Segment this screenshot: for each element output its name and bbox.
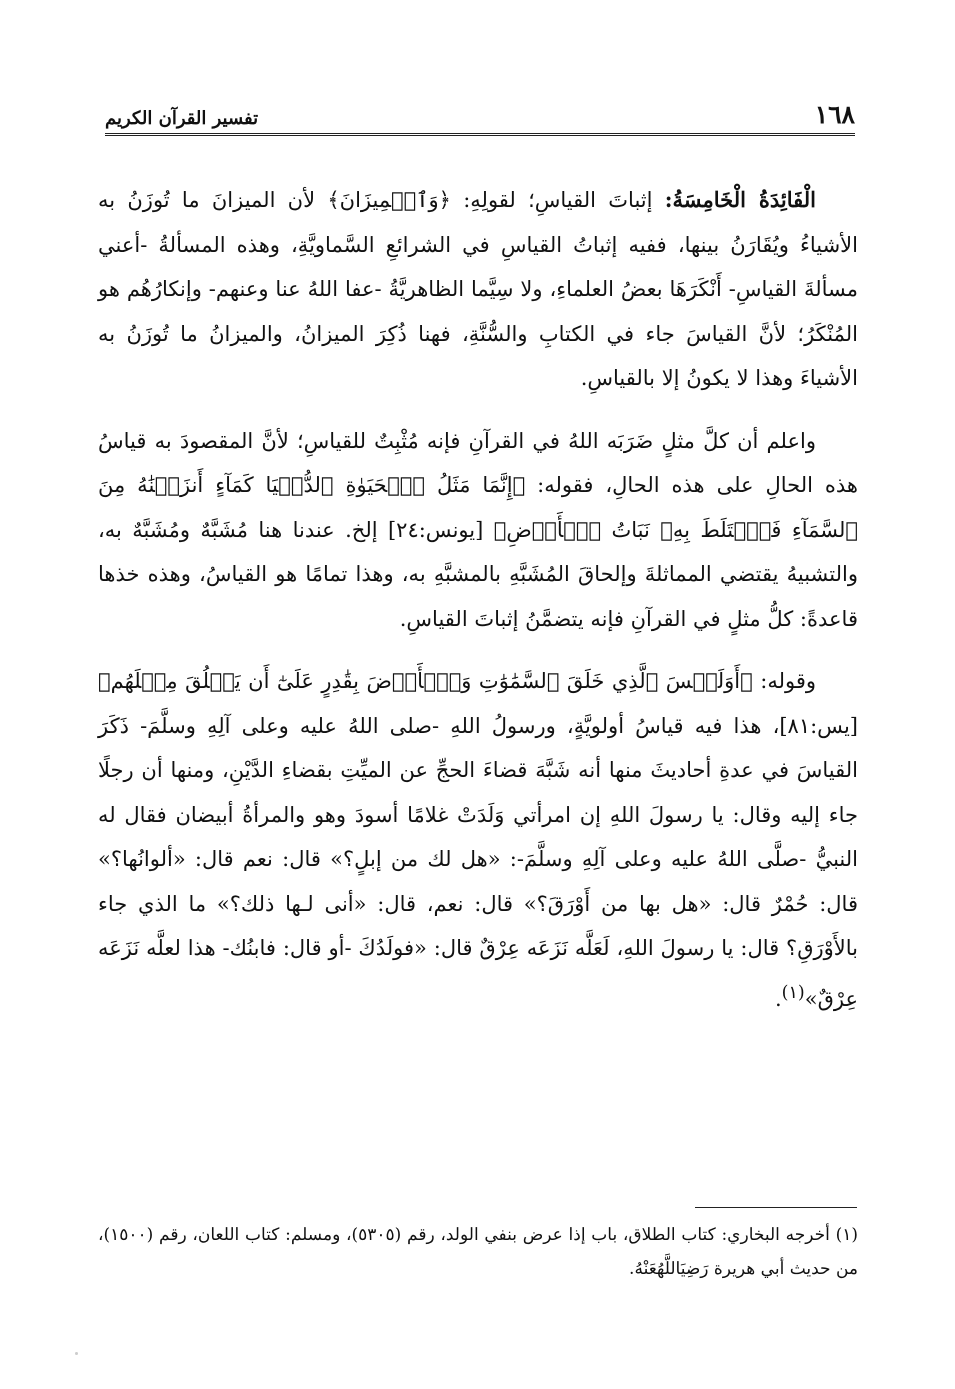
book-title: تفسير القرآن الكريم <box>105 108 259 129</box>
paragraph-text: إثباتَ القياسِ؛ لقولِهِ: ﴿وَٱلۡمِيزَانَ﴾ لأن الميزانَ ما تُوزَنُ به الأشياءُ ويُقَارَنُ بينها، ففيه إثباتُ القياسِ في الشرائعِ السَّماويَّةِ، وهذه المسألةُ -أعني مسألةَ القياسِ- أَنْكَرَهَا بعضُ العلماءِ، ولا سِيَّما الظاهريَّةُ -عفا اللهُ عنا وعنهم- وإنكارُهُم هو المُنْكَرُ؛ لأنَّ القياسَ جاء في الكتابِ والسُّنَّةِ، فهنا ذُكِرَ الميزانُ، والميزانُ ما تُوزَنُ به الأشياءَ وهذا لا يكونُ إلا بالقياسِ. <box>98 188 858 390</box>
paragraph-parables <box>98 419 858 642</box>
scan-speck <box>75 1352 78 1355</box>
main-text <box>98 178 858 1039</box>
paragraph-text: واعلم أن كلَّ مثلٍ ضَرَبَه اللهُ في القرآنِ فإنه مُثْبِتٌ للقياسِ؛ لأنَّ المقصودَ به قياسُ هذه الحالِ على هذه الحالِ، فقوله: ﴿إِنَّمَا مَثَلُ ٱلۡحَيَوٰةِ ٱلدُّنۡيَا كَمَآءٍ أَنزَلۡنَٰهُ مِنَ ٱلسَّمَآءِ فَٱخۡتَلَطَ بِهِۦ نَبَاتُ ٱلۡأَرۡضِ﴾ [يونس:٢٤] إلخ. عندنا هنا مُشَبَّهٌ ومُشَبَّهٌ به، والتشبيهُ يقتضي المماثلةَ وإلحاقَ المُشَبَّهِ بالمشبَّهِ به، وهذا تمامًا هو القياسُ، وهذه خذها قاعدةً: كلُّ مثلٍ في القرآنِ فإنه يتضمَّنُ إثباتَ القياسِ. <box>98 428 858 631</box>
page-number: ١٦٨ <box>814 100 855 129</box>
paragraph-hadith <box>98 659 858 1021</box>
paragraph-text: وقوله: ﴿أَوَلَيۡسَ ٱلَّذِي خَلَقَ ٱلسَّمَٰوَٰتِ وَٱلۡأَرۡضَ بِقَٰدِرٍ عَلَىٰٓ أَن يَخۡلُقَ مِثۡلَهُم﴾ [يس:٨١]، هذا فيه قياسُ أولويَّةٍ، ورسولُ اللهِ -صلى اللهُ عليه وعلى آلِهِ وسلَّمَ- ذَكَرَ القياسَ في عدةِ أحاديثَ منها أنه شَبَّهَ قضاءَ الحجِّ عن الميِّتِ بقضاءِ الدَّيْنِ، ومنها أن رجلًا جاء إليه وقال: يا رسولَ اللهِ إن امرأتي وَلَدَتْ غلامًا أسودَ وهو والمرأةُ أبيضان فقال له النبيُّ -صلَّى اللهُ عليه وعلى آلِهِ وسلَّمَ-: «هل لك من إبلٍ؟» قال: نعم قال: «ألوانُها؟» قال: حُمْرٌ قال: «هل بها من أَوْرَقَ؟» قال: نعم، قال: «أنى لـها ذلك؟» ما الذي جاء بالأَوْرَقِ؟ قال: يا رسولَ اللهِ، لَعَلَّه نَزَعَه عِرْقٌ قال: «فولَدُكَ -أو قال: فابنُك- هذا لعلَّه نَزَعَه عِرْقٌ» <box>98 669 858 1011</box>
section-heading: الْفَائِدَةُ الْخَامِسَةُ: <box>664 187 816 212</box>
footnotes <box>98 1218 858 1286</box>
footnote-1: (١) أخرجه البخاري: كتاب الطلاق، باب إذا عرض بنفي الولد، رقم (٥٣٠٥)، ومسلم: كتاب اللعان، رقم (١٥٠٠)، من حديث أبي هريرة رَضِيَاللَّهُعَنْهُ. <box>98 1225 858 1279</box>
paragraph-benefit-five <box>98 178 858 401</box>
footnote-reference[interactable]: (١) <box>781 982 805 1003</box>
page-header <box>105 100 855 136</box>
footnote-divider <box>695 1207 857 1208</box>
paragraph-end: . <box>774 986 782 1011</box>
